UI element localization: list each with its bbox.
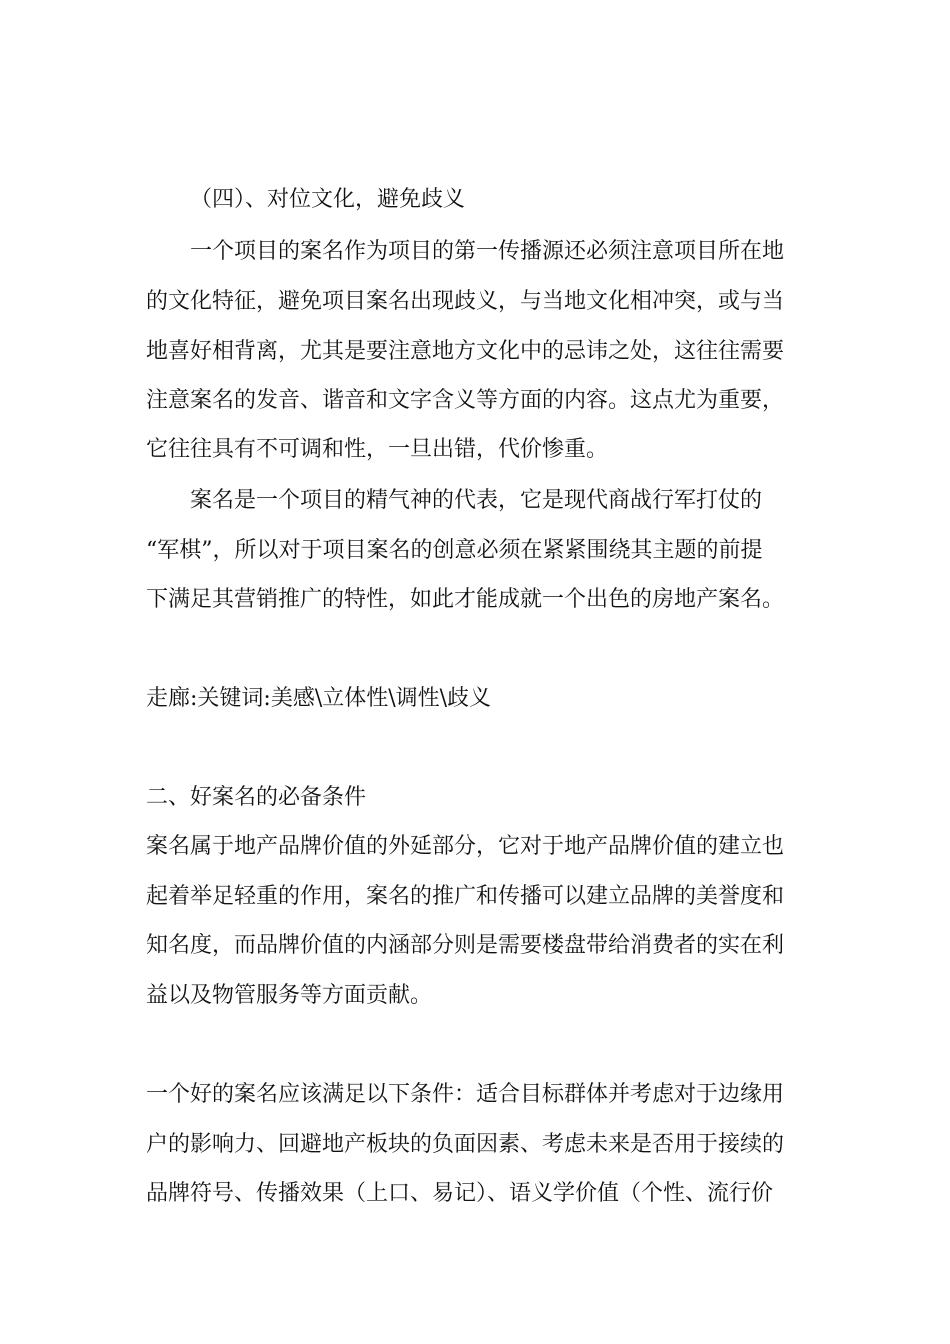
paragraph-line: 案名属于地产品牌价值的外延部分，它对于地产品牌价值的建立也 (146, 834, 785, 859)
paragraph-line: 益以及物管服务等方面贡献。 (146, 983, 433, 1008)
section-heading-2: 二、好案名的必备条件 (146, 785, 367, 810)
paragraph-line: 一个好的案名应该满足以下条件：适合目标群体并考虑对于边缘用 (146, 1082, 785, 1107)
paragraph-line: 地喜好相背离，尤其是要注意地方文化中的忌讳之处，这往往需要 (146, 339, 785, 364)
paragraph-line: 品牌符号、传播效果（上口、易记）、语义学价值（个性、流行价 (146, 1181, 774, 1206)
paragraph-line: 它往往具有不可调和性，一旦出错，代价惨重。 (146, 437, 609, 462)
section-heading-4: （四）、对位文化，避免歧义 (190, 187, 466, 212)
paragraph-line: 下满足其营销推广的特性，如此才能成就一个出色的房地产案名。 (146, 587, 785, 612)
paragraph-line: 注意案名的发音、谐音和文字含义等方面的内容。这点尤为重要， (146, 388, 785, 413)
keywords-line: 走廊:关键词:美感\立体性\调性\歧义 (146, 686, 492, 711)
paragraph-line: 起着举足轻重的作用，案名的推广和传播可以建立品牌的美誉度和 (146, 884, 785, 909)
paragraph-line: 案名是一个项目的精气神的代表，它是现代商战行军打仗的 (190, 488, 763, 513)
paragraph-line: “军棋”，所以对于项目案名的创意必须在紧紧围绕其主题的前提 (146, 538, 763, 563)
paragraph-line: 户的影响力、回避地产板块的负面因素、考虑未来是否用于接续的 (146, 1132, 785, 1157)
paragraph-line: 的文化特征，避免项目案名出现歧义，与当地文化相冲突，或与当 (146, 289, 785, 314)
paragraph-line: 一个项目的案名作为项目的第一传播源还必须注意项目所在地 (190, 239, 785, 264)
paragraph-line: 知名度，而品牌价值的内涵部分则是需要楼盘带给消费者的实在利 (146, 933, 785, 958)
